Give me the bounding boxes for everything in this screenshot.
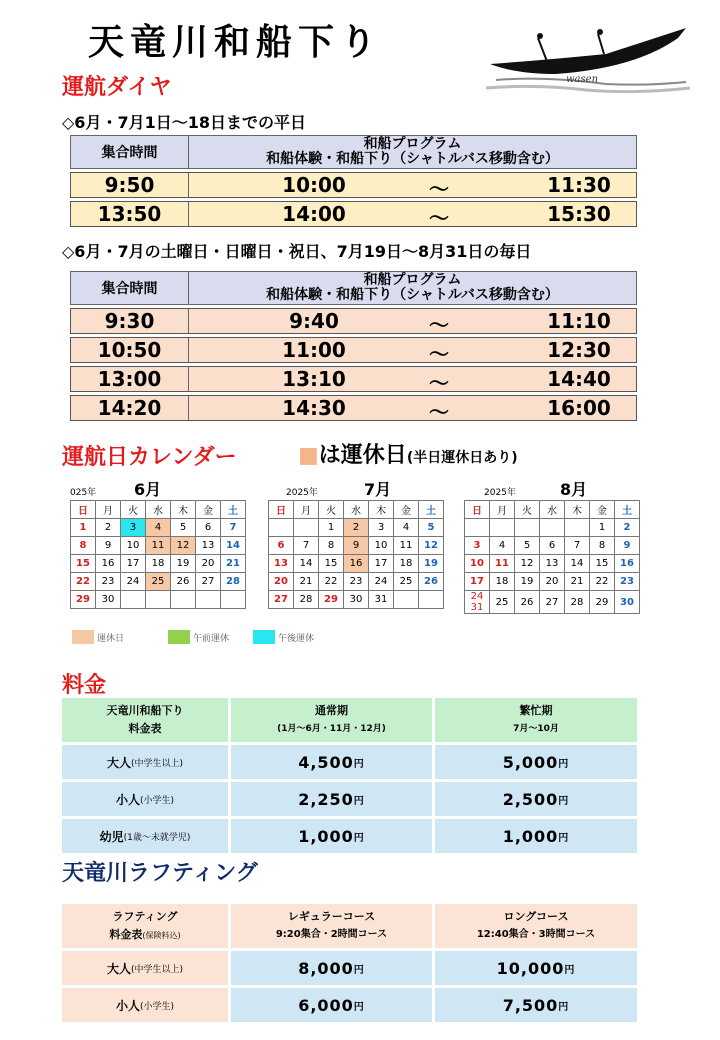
- holiday-schedule-table: [70, 271, 637, 424]
- off-swatch-icon: [72, 630, 94, 644]
- rafting-heading: 天竜川ラフティング: [62, 861, 258, 886]
- program-header: 和船プログラム 和船体験・和船下り（シャトルバス移動含む）: [266, 136, 559, 167]
- calendar-month: 6月: [134, 480, 162, 499]
- meet-time: 10:50: [71, 338, 189, 362]
- calendar-july: [268, 478, 444, 609]
- fee-table: [62, 698, 638, 856]
- program-header: 和船プログラム 和船体験・和船下り（シャトルバス移動含む）: [266, 272, 559, 303]
- logo-text: wasen: [566, 74, 599, 85]
- table-header: 天竜川和船下り 料金表 通常期 (1月〜6月・11月・12月) 繁忙期 7月〜10月: [62, 698, 638, 742]
- meet-time: 13:50: [71, 202, 189, 226]
- closed-swatch-icon: ■: [298, 443, 319, 468]
- meet-time: 9:30: [71, 309, 189, 333]
- calendar-grid: 日 月 火 水 木 金 土 1 2 3 4 5 6 7 8 9 10 11 12 13 14 15 16 17 18 19 20 21 22 23 24 25 26 27 28 29 30 31: [268, 500, 444, 609]
- start-time: 11:00: [282, 338, 346, 362]
- table-header: [70, 271, 637, 305]
- closed-day-note: ■は運休日(半日運休日あり): [298, 443, 518, 468]
- meet-time: 9:50: [71, 173, 189, 197]
- meet-time: 14:20: [71, 396, 189, 420]
- end-time: 12:30: [547, 338, 611, 362]
- table-row: 9:30 9:40 〜 11:10: [70, 308, 637, 334]
- calendar-year: 025年: [70, 488, 97, 498]
- table-header: [70, 135, 637, 169]
- pm-swatch-icon: [253, 630, 275, 644]
- table-row: 小人 (小学生) 2,250 円 2,500 円: [62, 782, 638, 816]
- table-row: 13:50 14:00 〜 15:30: [70, 201, 637, 227]
- schedule-heading: 運航ダイヤ: [62, 75, 172, 100]
- table-row: 13:00 13:10 〜 14:40: [70, 366, 637, 392]
- meet-time: 13:00: [71, 367, 189, 391]
- meet-time-header: 集合時間: [71, 272, 189, 304]
- table-row: 大人 (中学生以上) 8,000 円 10,000 円: [62, 951, 638, 985]
- start-time: 10:00: [282, 173, 346, 197]
- calendar-june: [70, 478, 246, 609]
- start-time: 13:10: [282, 367, 346, 391]
- am-swatch-icon: [168, 630, 190, 644]
- end-time: 16:00: [547, 396, 611, 420]
- table-row: 小人 (小学生) 6,000 円 7,500 円: [62, 988, 638, 1022]
- legend: 運休日 午前運休 午後運休: [72, 630, 314, 644]
- holiday-title: ◇6月・7月の土曜日・日曜日・祝日、7月19日〜8月31日の毎日: [62, 242, 532, 261]
- start-time: 14:00: [282, 202, 346, 226]
- table-row: 10:50 11:00 〜 12:30: [70, 337, 637, 363]
- weekday-title: ◇6月・7月1日〜18日までの平日: [62, 113, 306, 132]
- meet-time-header: 集合時間: [71, 136, 189, 168]
- calendar-heading: 運航日カレンダー: [62, 445, 237, 470]
- table-row: 14:20 14:30 〜 16:00: [70, 395, 637, 421]
- fee-heading: 料金: [62, 673, 107, 698]
- end-time: 11:30: [547, 173, 611, 197]
- end-time: 11:10: [547, 309, 611, 333]
- calendar-year: 2025年: [286, 488, 318, 498]
- rafting-table: [62, 904, 638, 1025]
- calendar-year: 2025年: [484, 488, 516, 498]
- calendar-month: 8月: [560, 480, 588, 499]
- calendar-grid: 日 月 火 水 木 金 土 1 2 3 4 5 6 7 8 9 10 11 12 13 14 15 16 17 18 19 20 21 22 23 24 25 26 27 28 29 30: [70, 500, 246, 609]
- weekday-schedule-table: [70, 135, 637, 230]
- end-time: 14:40: [547, 367, 611, 391]
- table-header: ラフティング 料金表(保険料込) レギュラーコース 9:20集合・2時間コース ロングコース 12:40集合・3時間コース: [62, 904, 638, 948]
- calendar-august: [464, 478, 640, 614]
- table-row: 9:50 10:00 〜 11:30: [70, 172, 637, 198]
- page-title: 天竜川和船下り: [88, 21, 383, 63]
- end-time: 15:30: [547, 202, 611, 226]
- table-row: 幼児 (1歳〜未就学児) 1,000 円 1,000 円: [62, 819, 638, 853]
- start-time: 14:30: [282, 396, 346, 420]
- calendar-month: 7月: [364, 480, 392, 499]
- start-time: 9:40: [289, 309, 339, 333]
- calendar-grid: 日 月 火 水 木 金 土 1 2 3 4 5 6 7 8 9 10 11 12 13 14 15 16 17 18 19 20 21 22 23 24 31 25 26 27 28 29 30: [464, 500, 640, 614]
- table-row: 大人 (中学生以上) 4,500 円 5,000 円: [62, 745, 638, 779]
